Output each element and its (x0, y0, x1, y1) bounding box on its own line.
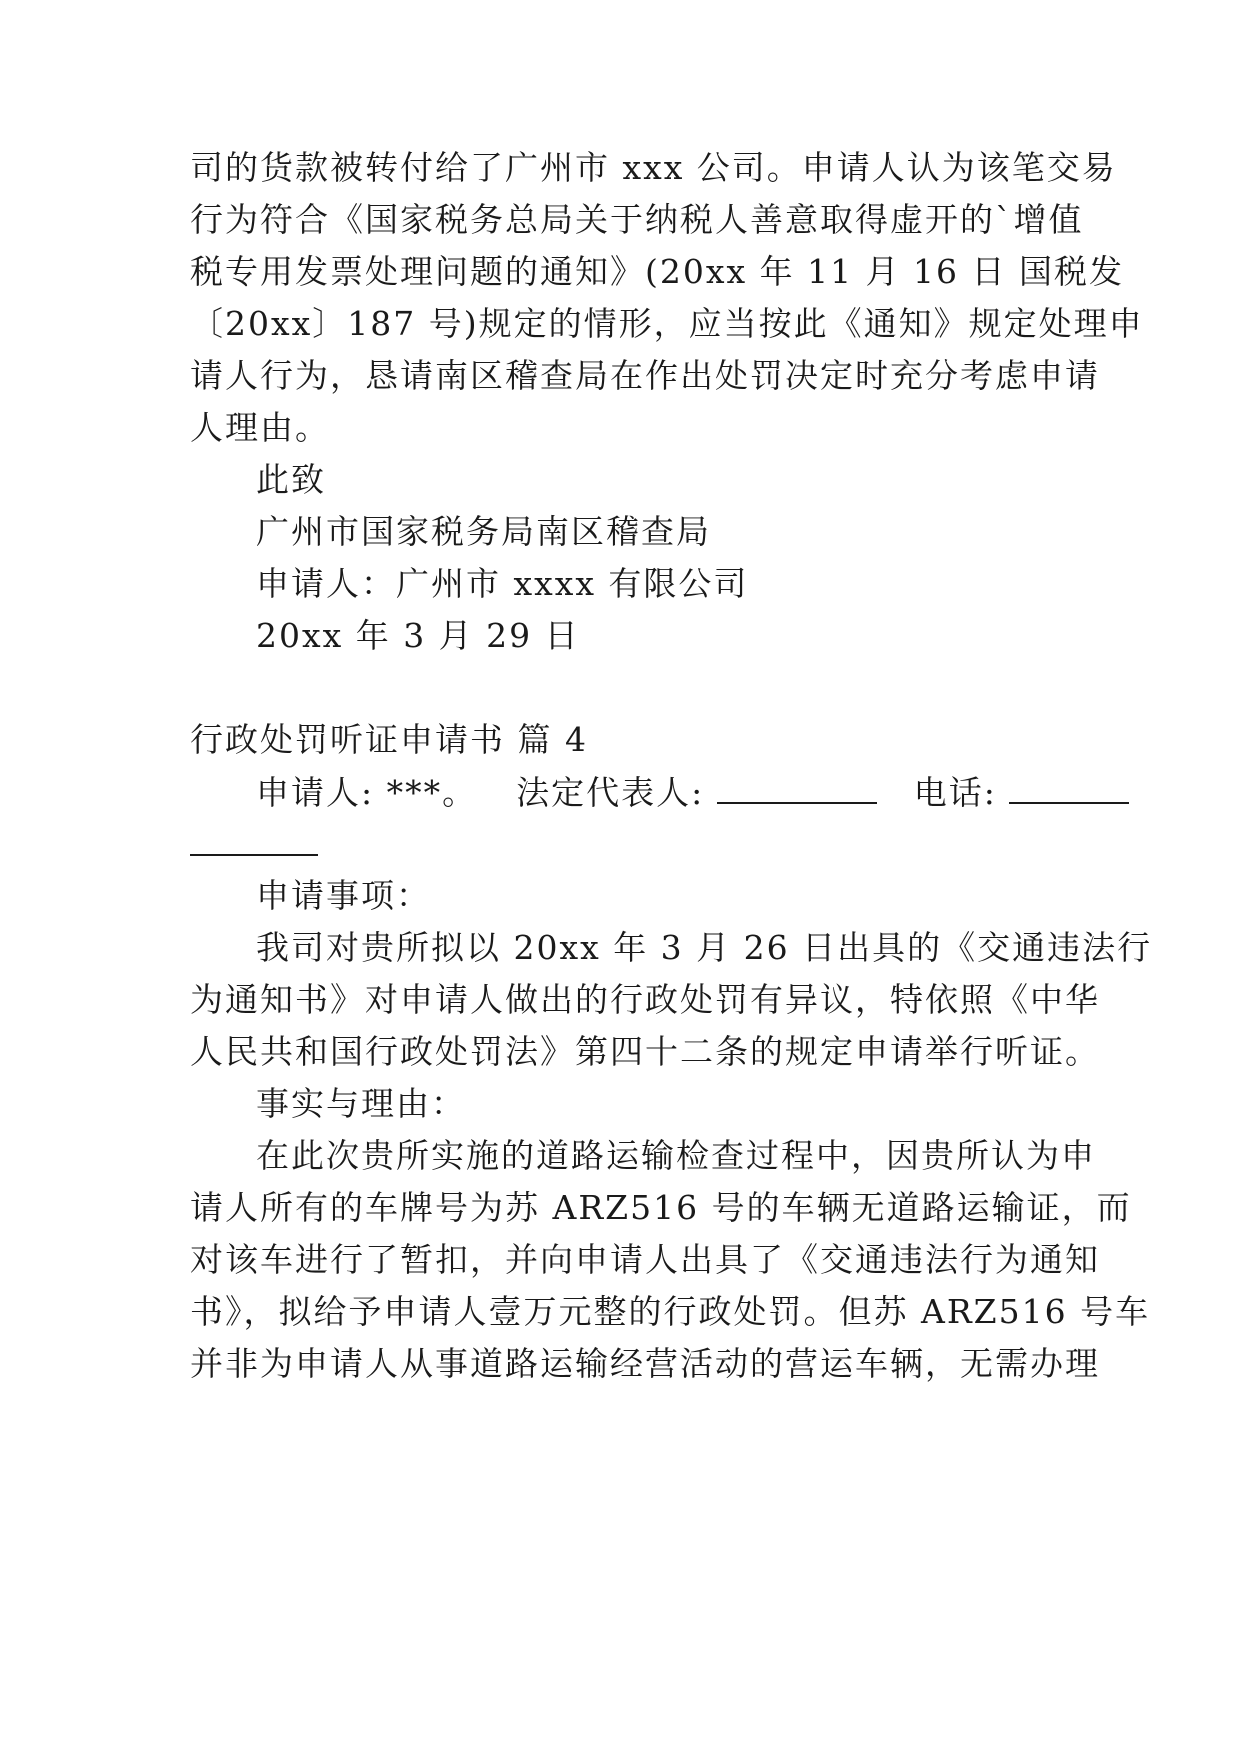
closing-applicant: 申请人：广州市 xxxx 有限公司 (256, 564, 749, 603)
paragraph-line: 人理由。 (190, 408, 330, 447)
legal-rep-label: 法定代表人: (516, 773, 705, 812)
request-line: 为通知书》对申请人做出的行政处罚有异议，特依照《中华 (190, 980, 1100, 1019)
applicant-row (256, 772, 1076, 813)
request-line: 我司对贵所拟以 20xx 年 3 月 26 日出具的《交通违法行 (256, 928, 1153, 967)
phone-blank-continued (190, 824, 1070, 865)
paragraph-line: 税专用发票处理问题的通知》(20xx 年 11 月 16 日 国税发 (190, 252, 1125, 291)
paragraph-line: 司的货款被转付给了广州市 xxx 公司。申请人认为该笔交易 (190, 148, 1117, 187)
phone-label: 电话: (913, 773, 997, 812)
closing-recipient: 广州市国家税务局南区稽查局 (256, 512, 711, 551)
phone-blank-tail (190, 824, 318, 856)
paragraph-line: 请人行为，恳请南区稽查局在作出处罚决定时充分考虑申请 (190, 356, 1100, 395)
facts-line: 书》，拟给予申请人壹万元整的行政处罚。但苏 ARZ516 号车 (190, 1292, 1151, 1331)
request-heading: 申请事项： (256, 876, 431, 915)
paragraph-line: 行为符合《国家税务总局关于纳税人善意取得虚开的`增值 (190, 200, 1084, 239)
legal-rep-blank (717, 772, 877, 804)
closing-salutation: 此致 (256, 460, 326, 499)
facts-line: 对该车进行了暂扣，并向申请人出具了《交通违法行为通知 (190, 1240, 1100, 1279)
applicant-name: 申请人: ***。 (256, 773, 478, 812)
section-title: 行政处罚听证申请书 篇 4 (190, 720, 588, 759)
facts-line: 并非为申请人从事道路运输经营活动的营运车辆，无需办理 (190, 1344, 1100, 1383)
closing-date: 20xx 年 3 月 29 日 (256, 616, 580, 655)
facts-line: 请人所有的车牌号为苏 ARZ516 号的车辆无道路运输证，而 (190, 1188, 1132, 1227)
paragraph-line: 〔20xx〕187 号)规定的情形，应当按此《通知》规定处理申 (190, 304, 1144, 343)
facts-heading: 事实与理由： (256, 1084, 466, 1123)
phone-blank (1009, 772, 1129, 804)
request-line: 人民共和国行政处罚法》第四十二条的规定申请举行听证。 (190, 1032, 1100, 1071)
facts-line: 在此次贵所实施的道路运输检查过程中，因贵所认为申 (256, 1136, 1096, 1175)
